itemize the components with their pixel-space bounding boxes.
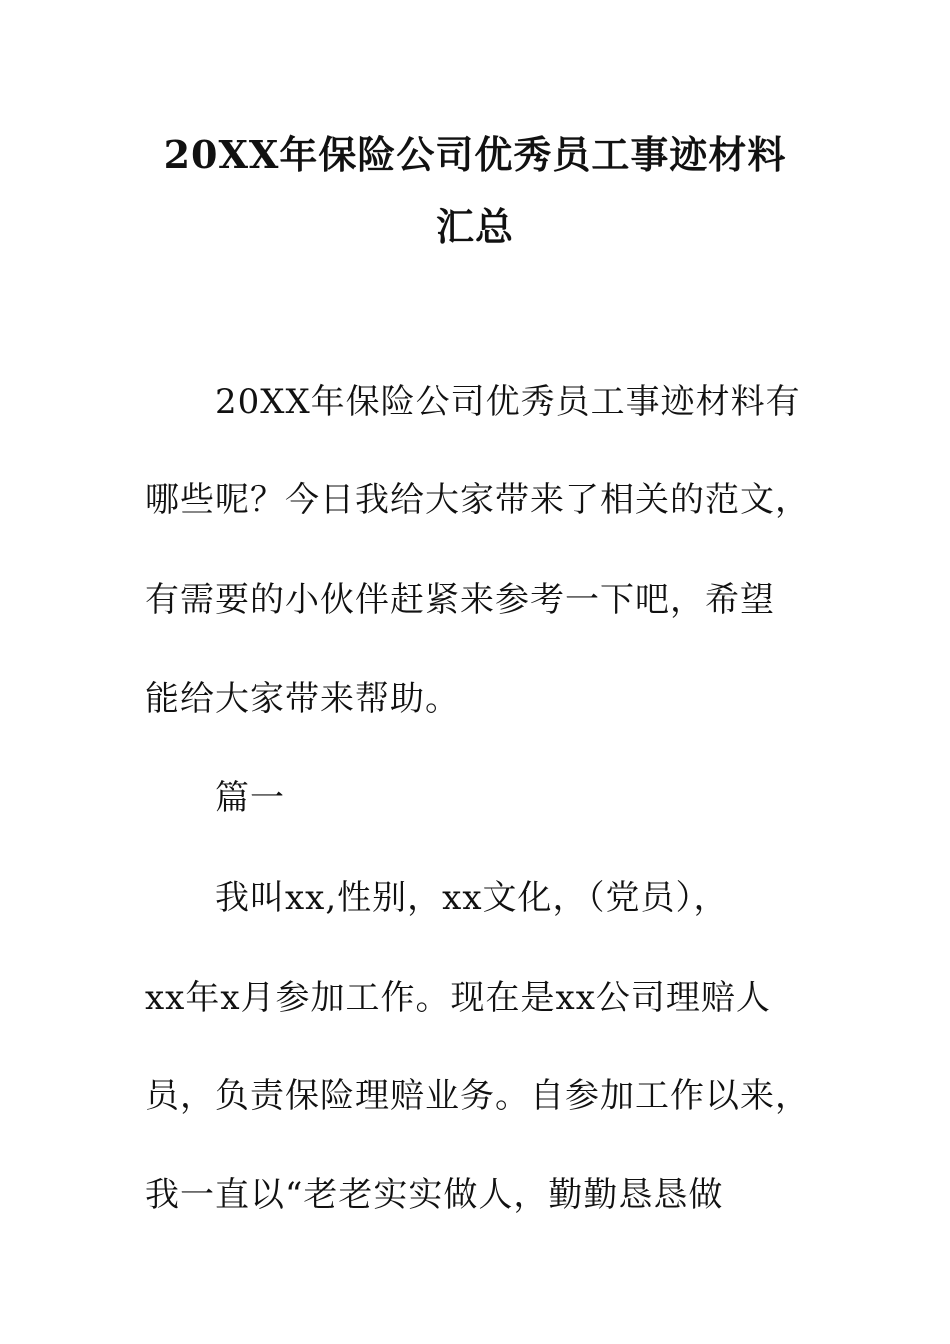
paragraph-line-5: 我叫xx,性别，xx文化，（党员）， xyxy=(215,878,729,918)
document-title-line-1: 20XX年保险公司优秀员工事迹材料 xyxy=(163,132,787,177)
paragraph-line-4: 能给大家带来帮助。 xyxy=(145,679,460,719)
paragraph-line-8: 我一直以“老老实实做人，勤勤恳恳做 xyxy=(145,1175,724,1215)
section-heading: 篇一 xyxy=(215,778,285,818)
paragraph-line-2: 哪些呢？今日我给大家带来了相关的范文， xyxy=(145,480,810,520)
paragraph-line-7: 员，负责保险理赔业务。自参加工作以来， xyxy=(145,1076,810,1116)
paragraph-line-6: xx年x月参加工作。现在是xx公司理赔人 xyxy=(145,978,771,1018)
document-title-line-2: 汇总 xyxy=(435,204,514,249)
paragraph-line-1: 20XX年保险公司优秀员工事迹材料有 xyxy=(215,382,801,422)
paragraph-line-3: 有需要的小伙伴赶紧来参考一下吧，希望 xyxy=(145,580,775,620)
